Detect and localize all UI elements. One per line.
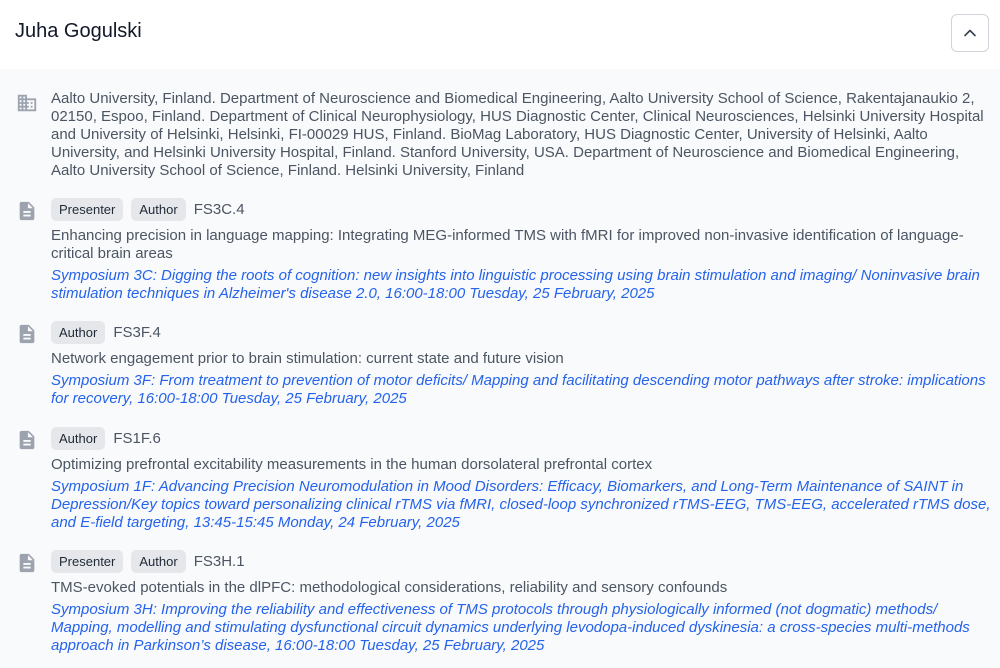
abstract-title: Optimizing prefrontal excitability measurements in the human dorsolateral prefrontal cortex <box>51 456 653 473</box>
author-tag: Author <box>131 550 185 573</box>
presenter-tag: Presenter <box>51 550 123 573</box>
abstract-code: FS3C.4 <box>193 201 245 218</box>
document-icon <box>16 552 38 574</box>
affiliation-text: Aalto University, Finland. Department of Neuroscience and Biomedical Engineering, Aalto University School of Science, Rakentajanaukio 2, 02150, Espoo, Finland. Department of Clinical Neurophysiology, HUS Diagnostic Center, Clinical Neurosciences, Helsinki University Hospital and University of Helsinki, Helsinki, FI-00029 HUS, Finland. BioMag Laboratory, HUS Diagnostic Center, University of Helsinki, Aalto University, and Helsinki University Hospital, Finland. Stanford University, USA. Department of Neuroscience and Biomedical Engineering, Aalto University School of Science, Finland. Helsinki University, Finland <box>51 90 984 179</box>
abstract-title: TMS-evoked potentials in the dlPFC: methodological considerations, reliability and sensory confounds <box>51 579 728 596</box>
abstract-code: FS3H.1 <box>193 553 245 570</box>
abstract-title: Enhancing precision in language mapping: Integrating MEG-informed TMS with fMRI for improved non-invasive identification of language-critical brain areas <box>51 227 964 262</box>
person-header[interactable] <box>0 0 1000 68</box>
author-tag: Author <box>51 321 105 344</box>
chevron-up-icon <box>962 25 978 41</box>
collapse-button[interactable] <box>951 14 989 52</box>
person-details <box>0 69 1000 668</box>
author-tag: Author <box>51 427 105 450</box>
tag-row <box>51 427 992 450</box>
tag-row <box>51 321 992 344</box>
abstract-code: FS1F.6 <box>113 430 161 447</box>
tag-row <box>51 550 992 573</box>
session-link[interactable]: Symposium 1F: Advancing Precision Neuromodulation in Mood Disorders: Efficacy, Biomarkers, and Long-Term Maintenance of SAINT in Depression/Key topics toward personalizing clinical rTMS via fMRI, closed-loop synchronized rTMS-EEG, TMS-EEG, accelerated rTMS dose, and E-field targeting, 13:45-15:45 Monday, 24 February, 2025 <box>51 478 991 531</box>
document-icon <box>16 323 38 345</box>
session-link[interactable]: Symposium 3C: Digging the roots of cognition: new insights into linguistic processing using brain stimulation and imaging/ Noninvasive brain stimulation techniques in Alzheimer's disease 2.0, 16:00-18:00 Tuesday, 25 February, 2025 <box>51 267 980 302</box>
presenter-tag: Presenter <box>51 198 123 221</box>
document-icon <box>16 200 38 222</box>
session-link[interactable]: Symposium 3H: Improving the reliability and effectiveness of TMS protocols through physiologically informed (not dogmatic) methods/ Mapping, modelling and stimulating dysfunctional circuit dynamics underlying levodopa-induced dyskinesia: a cross-species multi-methods approach in Parkinson’s disease, 16:00-18:00 Tuesday, 25 February, 2025 <box>51 601 970 654</box>
abstract-code: FS3F.4 <box>113 324 161 341</box>
session-link[interactable]: Symposium 3F: From treatment to prevention of motor deficits/ Mapping and facilitating descending motor pathways after stroke: implications for recovery, 16:00-18:00 Tuesday, 25 February, 2025 <box>51 372 986 407</box>
author-tag: Author <box>131 198 185 221</box>
building-icon <box>16 92 38 114</box>
abstract-title: Network engagement prior to brain stimulation: current state and future vision <box>51 350 564 367</box>
document-icon <box>16 429 38 451</box>
tag-row <box>51 198 992 221</box>
person-name: Juha Gogulski <box>15 20 142 42</box>
